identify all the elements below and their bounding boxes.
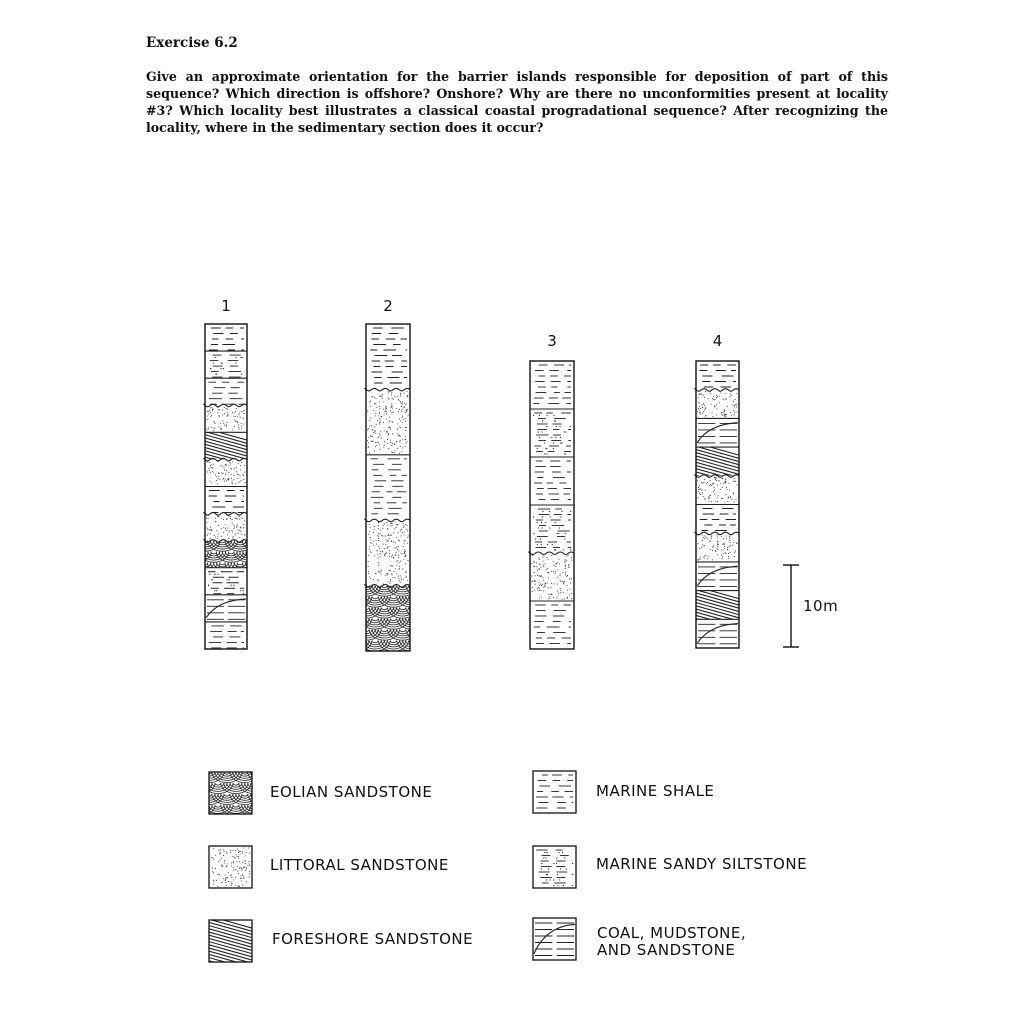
layer-coal-mudstone-sandstone	[696, 418, 739, 447]
layer-marine-shale	[205, 622, 247, 649]
layer-marine-sandy-siltstone	[530, 505, 574, 553]
layer-littoral-sandstone	[365, 388, 410, 454]
layer-littoral-sandstone	[204, 513, 247, 541]
layer-marine-shale	[366, 324, 410, 389]
layer-coal-mudstone-sandstone	[696, 562, 739, 591]
layer-marine-shale	[696, 361, 739, 390]
layer-marine-shale	[205, 487, 247, 514]
column-number: 1	[221, 297, 231, 315]
legend-label: EOLIAN SANDSTONE	[270, 783, 433, 801]
layer-littoral-sandstone	[529, 552, 574, 601]
layer-marine-shale	[530, 361, 574, 409]
legend	[176, 771, 807, 982]
layer-marine-shale	[530, 457, 574, 505]
legend-label: MARINE SHALE	[596, 782, 715, 800]
layer-marine-shale	[366, 455, 410, 520]
column-2	[333, 297, 446, 673]
legend-label: AND SANDSTONE	[597, 941, 736, 959]
legend-item-marine-shale	[533, 771, 714, 813]
column-4	[695, 332, 739, 648]
column-1	[173, 297, 282, 649]
layer-marine-sandy-siltstone	[205, 351, 247, 380]
legend-item-littoral-sandstone	[209, 846, 449, 888]
layer-coal-mudstone-sandstone	[696, 619, 739, 648]
legend-item-coal-mudstone-sandstone	[533, 918, 746, 960]
layer-marine-shale	[205, 324, 247, 351]
layer-littoral-sandstone	[695, 389, 739, 419]
layer-coal-mudstone-sandstone	[205, 595, 247, 622]
layer-littoral-sandstone	[695, 532, 739, 562]
layer-marine-sandy-siltstone	[530, 409, 574, 457]
layer-eolian-sandstone	[333, 585, 446, 674]
layer-littoral-sandstone	[365, 519, 410, 585]
legend-label: FORESHORE SANDSTONE	[272, 930, 474, 948]
layer-marine-shale	[530, 601, 574, 649]
column-3	[529, 332, 574, 649]
layer-marine-shale	[696, 505, 739, 534]
scale-bar-label: 10m	[803, 597, 839, 615]
column-number: 4	[712, 332, 723, 350]
legend-label: LITTORAL SANDSTONE	[270, 856, 449, 874]
column-number: 3	[547, 332, 557, 350]
layer-marine-sandy-siltstone	[205, 568, 247, 597]
question-text: Give an approximate orientation for the barrier islands responsible for deposition of part of this sequence? Which direction is offshore? Onshore? Why are there no unconformities present at locality #3? Which locality best illustrates a classical coastal progradational sequence? After recognizing the locality, where in the sedimentary section does it occur?	[146, 69, 888, 135]
layer-marine-shale	[205, 378, 247, 405]
scale-bar	[783, 565, 838, 647]
legend-item-eolian-sandstone	[176, 772, 432, 827]
layer-littoral-sandstone	[204, 404, 247, 432]
column-number: 2	[383, 297, 393, 315]
layer-littoral-sandstone	[695, 475, 739, 505]
legend-item-marine-sandy-siltstone	[533, 846, 807, 888]
legend-label: MARINE SANDY SILTSTONE	[596, 855, 808, 873]
layer-littoral-sandstone	[204, 458, 247, 486]
exercise-title: Exercise 6.2	[146, 35, 238, 51]
legend-item-foreshore-sandstone	[209, 916, 473, 982]
legend-label: COAL, MUDSTONE,	[597, 924, 747, 942]
stratigraphic-columns	[173, 297, 740, 673]
